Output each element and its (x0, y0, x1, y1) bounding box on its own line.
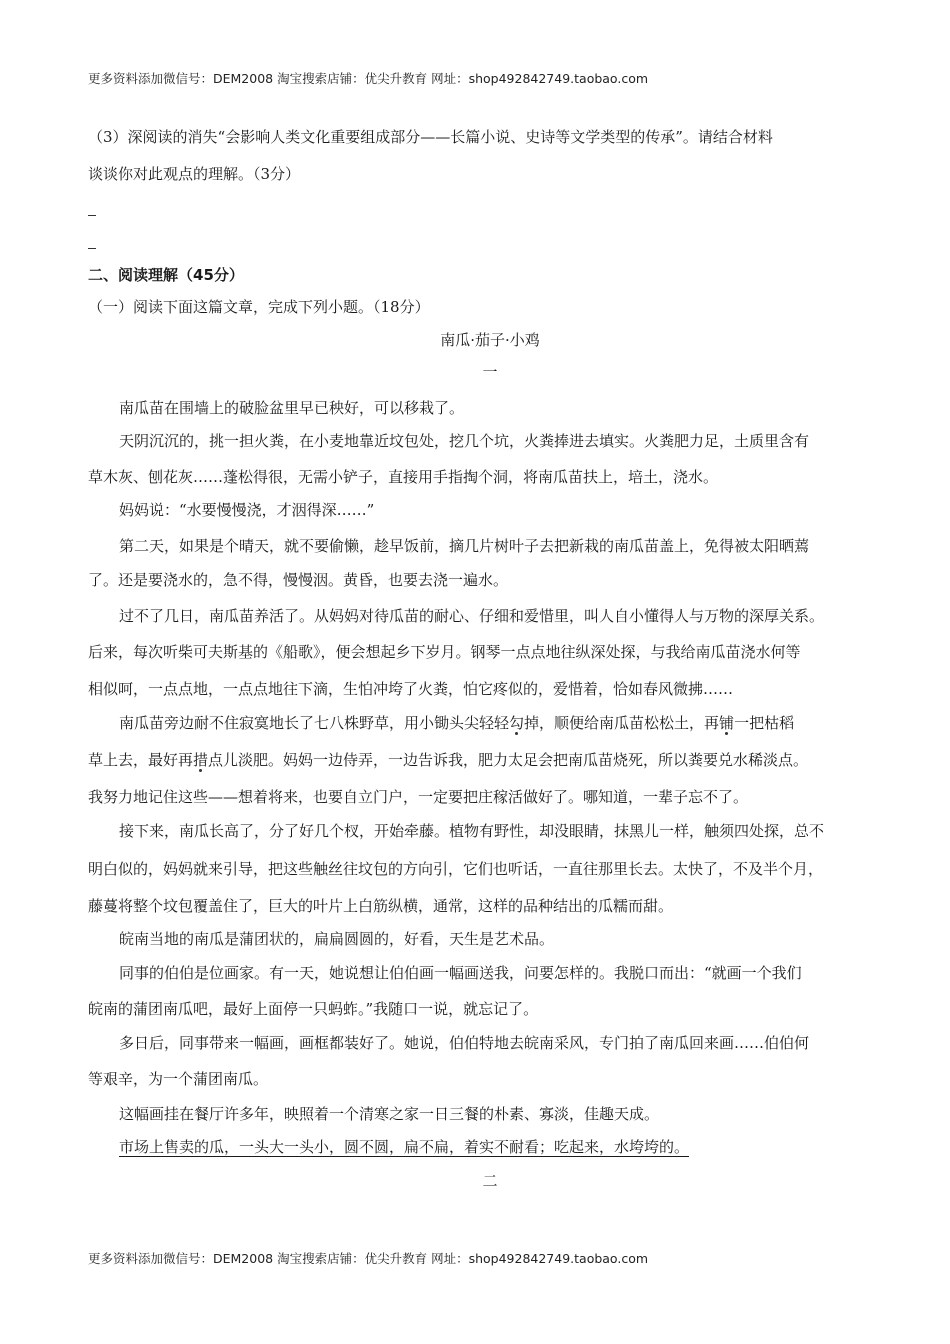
part-1-numeral: 一 (482, 363, 498, 381)
paragraph-11: 这幅画挂在餐厅许多年，映照着一个清寒之家一日三餐的朴素、寡淡，佳趣天成。 (119, 1105, 660, 1123)
paragraph-6-line-1 (119, 713, 863, 733)
paragraph-8: 皖南当地的南瓜是蒲团状的，扁扁圆圆的，好看，天生是艺术品。 (119, 930, 555, 948)
paragraph-2-line-2: 草木灰、刨花灰……蓬松得很，无需小铲子，直接用手指掏个洞，将南瓜苗扶上，培土，浇水。 (88, 468, 719, 486)
p6-text-a: 南瓜苗旁边耐不住寂寞地长了七八株野草，用小锄头尖轻轻 (119, 714, 510, 732)
p6-text-e: 一把枯稻 (734, 714, 795, 732)
page-header: 更多资料添加微信号：DEM2008 淘宝搜索店铺：优尖升教育 网址：shop492842749.taobao.com (88, 71, 649, 86)
paragraph-7-line-3: 藤蔓将整个坟包覆盖住了，巨大的叶片上白筋纵横，通常，这样的品种结出的瓜糯而甜。 (88, 897, 674, 915)
paragraph-3: 妈妈说：“水要慢慢浇，才洇得深……” (119, 501, 375, 519)
paragraph-6-line-3: 我努力地记住这些——想着将来，也要自立门户，一定要把庄稼活做好了。哪知道，一辈子忘不了。 (88, 788, 749, 806)
answer-blank-2 (88, 248, 96, 249)
paragraph-9-line-1: 同事的伯伯是位画家。有一天，她说想让伯伯画一幅画送我，问要怎样的。我脱口而出：“就画一个我们 (119, 964, 802, 982)
paragraph-10-line-2: 等艰辛，为一个蒲团南瓜。 (88, 1070, 269, 1088)
p6-dotted-char-cuo: 措 (193, 751, 209, 769)
answer-blank-1 (88, 215, 96, 216)
paragraph-2-line-1: 天阴沉沉的，挑一担火粪，在小麦地靠近坟包处，挖几个坑，火粪捧进去填实。火粪肥力足，土质里含有 (119, 432, 810, 450)
p6-text-f: 草上去，最好再 (88, 751, 194, 769)
paragraph-6-line-2 (88, 750, 863, 770)
question-3-line-2: 谈谈你对此观点的理解。（3分） (88, 165, 301, 183)
paragraph-10-line-1: 多日后，同事带来一幅画，画框都装好了。她说，伯伯特地去皖南采风，专门拍了南瓜回来画……伯伯何 (119, 1034, 810, 1052)
paragraph-7-line-1: 接下来，南瓜长高了，分了好几个杈，开始牵藤。植物有野性，却没眼睛，抹黑儿一样，触须四处探，总不 (119, 822, 825, 840)
paragraph-1: 南瓜苗在围墙上的破脸盆里早已秧好，可以移栽了。 (119, 399, 465, 417)
question-3-line-1: （3）深阅读的消失“会影响人类文化重要组成部分——长篇小说、史诗等文学类型的传承”。请结合材料 (88, 128, 773, 146)
paragraph-4-line-2: 了。还是要浇水的，急不得，慢慢洇。黄昏，也要去浇一遍水。 (88, 571, 509, 589)
paragraph-5-line-1: 过不了几日，南瓜苗养活了。从妈妈对待瓜苗的耐心、仔细和爱惜里，叫人自小懂得人与万物的深厚关系。 (119, 607, 825, 625)
section-2-title: 二、阅读理解（45分） (88, 266, 244, 284)
p6-text-h: 点儿淡肥。妈妈一边侍弄，一边告诉我，肥力太足会把南瓜苗烧死，所以粪要兑水稀淡点。 (208, 751, 809, 769)
page-footer: 更多资料添加微信号：DEM2008 淘宝搜索店铺：优尖升教育 网址：shop492842749.taobao.com (88, 1251, 649, 1266)
part-2-numeral: 二 (482, 1172, 498, 1190)
p6-dotted-char-pu: 铺 (719, 714, 735, 732)
paragraph-12-underlined: 市场上售卖的瓜，一头大一头小，圆不圆，扁不扁，着实不耐看；吃起来，水垮垮的。 (119, 1138, 690, 1156)
part-1-intro: （一）阅读下面这篇文章，完成下列小题。（18分） (88, 298, 430, 316)
paragraph-4-line-1: 第二天，如果是个晴天，就不要偷懒，趁早饭前，摘几片树叶子去把新栽的南瓜苗盖上，免得被太阳晒蔫 (119, 537, 810, 555)
paragraph-5-line-3: 相似呵，一点点地，一点点地往下滴，生怕冲垮了火粪，怕它疼似的，爱惜着，恰如春风微拂…… (88, 680, 734, 698)
p6-text-c: 掉，顺便给南瓜苗松松土，再 (524, 714, 720, 732)
article-title: 南瓜·茄子·小鸡 (440, 331, 540, 349)
paragraph-5-line-2: 后来，每次听柴可夫斯基的《船歌》，便会想起乡下岁月。钢琴一点点地往纵深处探，与我给南瓜苗浇水何等 (88, 643, 801, 661)
paragraph-9-line-2: 皖南的蒲团南瓜吧，最好上面停一只蚂蚱。”我随口一说，就忘记了。 (88, 1000, 539, 1018)
p6-dotted-char-gou: 勾 (509, 714, 525, 732)
paragraph-7-line-2: 明白似的，妈妈就来引导，把这些触丝往坟包的方向引，它们也听话，一直往那里长去。太快了，不及半个月， (88, 860, 824, 878)
